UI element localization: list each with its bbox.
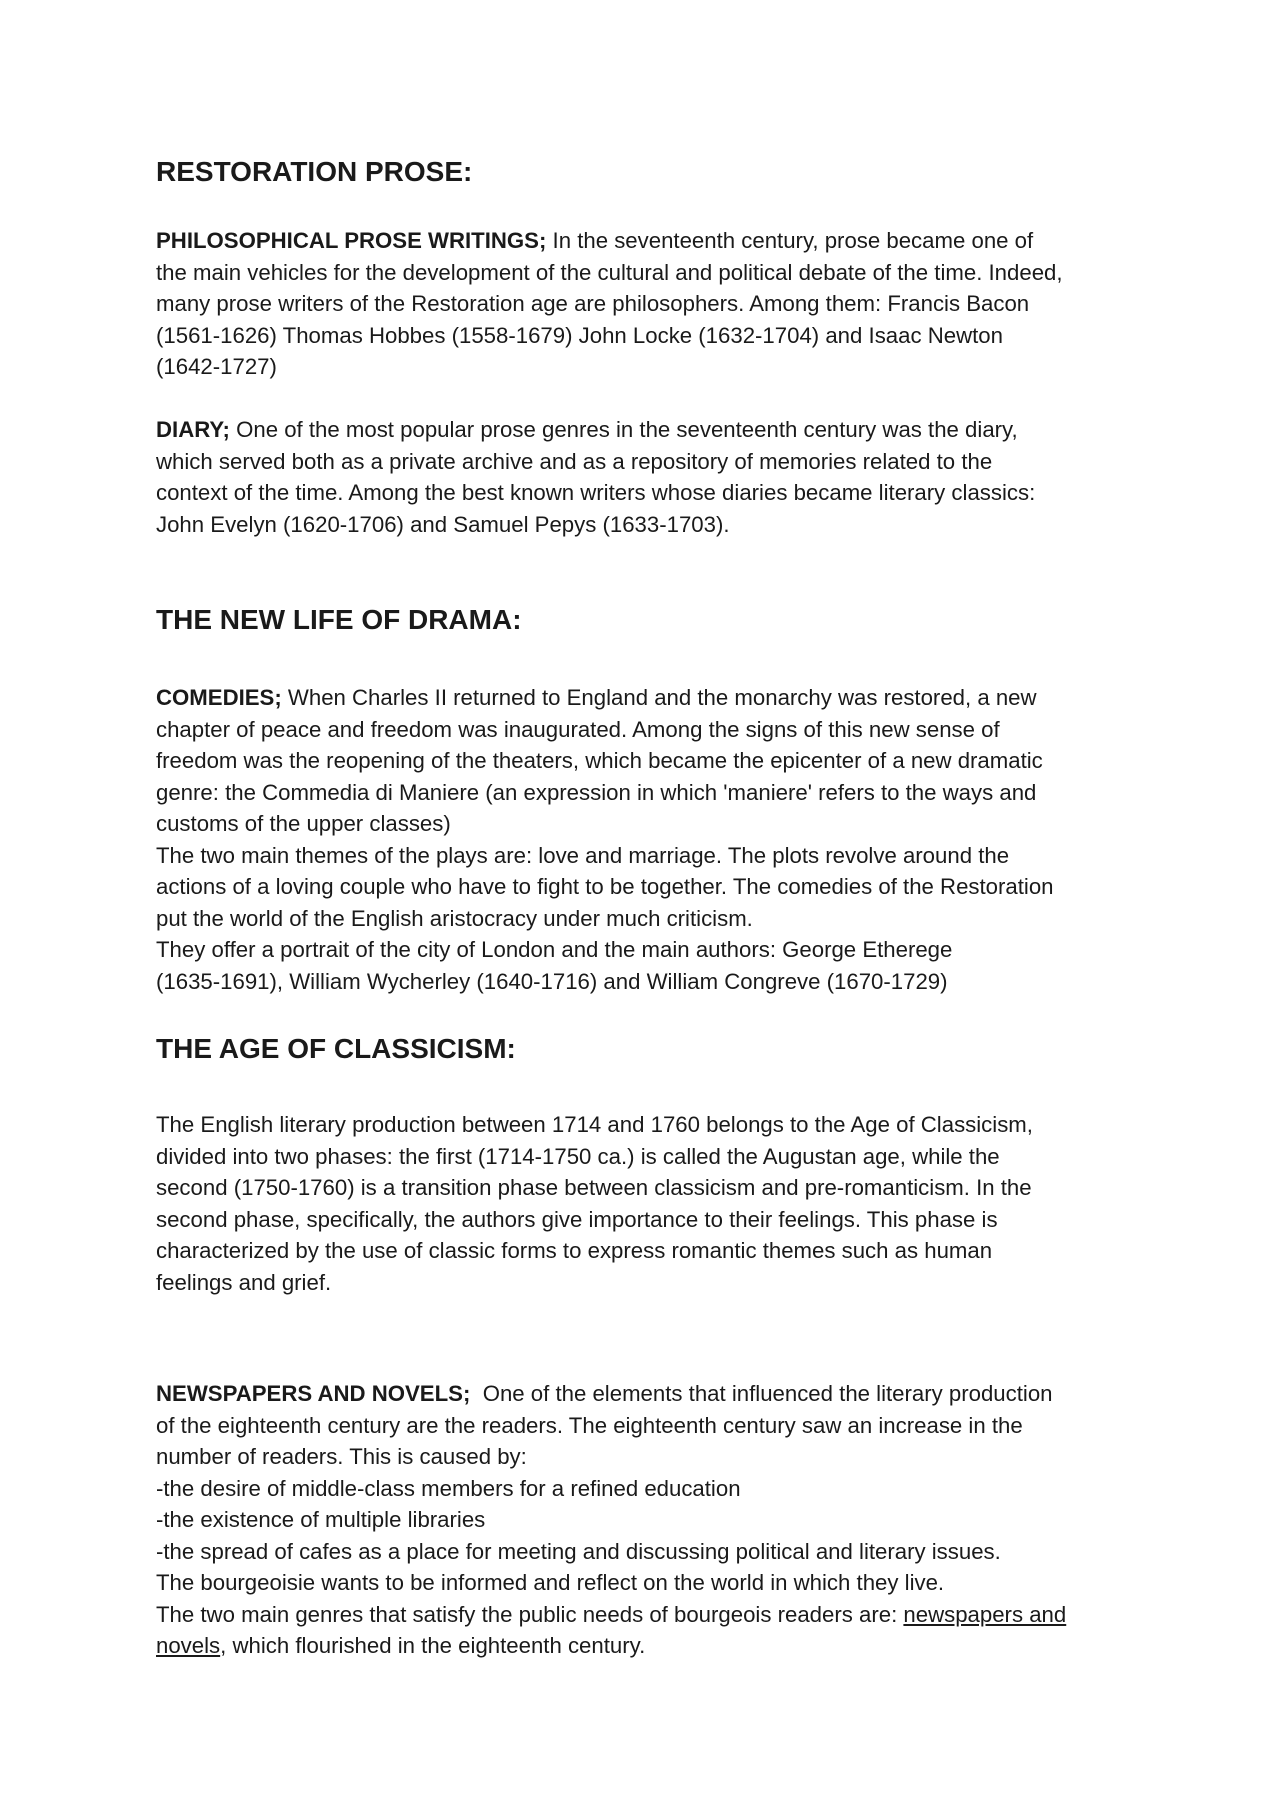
lead-term: NEWSPAPERS AND NOVELS; xyxy=(156,1381,471,1406)
paragraph-line: -the spread of cafes as a place for meeting and discussing political and literary issues. xyxy=(156,1538,1001,1564)
paragraph-newspapers-novels xyxy=(156,1378,1146,1662)
paragraph-philosophical-prose xyxy=(156,225,1146,383)
paragraph-line: -the existence of multiple libraries xyxy=(156,1507,486,1532)
lead-term: COMEDIES; xyxy=(156,685,282,710)
paragraph-line: the main vehicles for the development of the cultural and political debate of the time. Indeed, xyxy=(156,259,1063,285)
paragraph-line: NEWSPAPERS AND NOVELS; One of the elements that influenced the literary production xyxy=(156,1381,1053,1406)
paragraph-line: PHILOSOPHICAL PROSE WRITINGS; In the seventeenth century, prose became one of xyxy=(156,228,1034,253)
underlined-term: newspapers and xyxy=(903,1601,1067,1627)
paragraph-line: -the desire of middle-class members for a refined education xyxy=(156,1475,741,1501)
paragraph-line: many prose writers of the Restoration age are philosophers. Among them: Francis Bacon xyxy=(156,291,1030,316)
paragraph-line: COMEDIES; When Charles II returned to England and the monarchy was restored, a new xyxy=(156,685,1037,710)
paragraph-line: of the eighteenth century are the readers. The eighteenth century saw an increase in the xyxy=(156,1412,1023,1438)
paragraph-line: The English literary production between 1714 and 1760 belongs to the Age of Classicism, xyxy=(156,1112,1033,1137)
paragraph-line: novels, which flourished in the eighteenth century. xyxy=(156,1633,646,1658)
paragraph-comedies xyxy=(156,682,1146,997)
paragraph-line: (1635-1691), William Wycherley (1640-1716) and William Congreve (1670-1729) xyxy=(156,968,948,994)
paragraph-line: divided into two phases: the first (1714-1750 ca.) is called the Augustan age, while the xyxy=(156,1143,1000,1169)
underlined-term: novels xyxy=(156,1633,221,1658)
paragraph-line: context of the time. Among the best known writers whose diaries became literary classics: xyxy=(156,480,1036,505)
paragraph-line: second (1750-1760) is a transition phase between classicism and pre-romanticism. In the xyxy=(156,1175,1032,1200)
paragraph-line: characterized by the use of classic forms to express romantic themes such as human xyxy=(156,1238,993,1263)
paragraph-classicism-intro xyxy=(156,1109,1146,1298)
paragraph-line: freedom was the reopening of the theaters, which became the epicenter of a new dramatic xyxy=(156,748,1043,773)
paragraph-diary xyxy=(156,414,1146,540)
paragraph-line: customs of the upper classes) xyxy=(156,811,451,836)
lead-term: DIARY; xyxy=(156,417,230,442)
paragraph-line: The two main themes of the plays are: love and marriage. The plots revolve around the xyxy=(156,842,1010,868)
paragraph-line: (1561-1626) Thomas Hobbes (1558-1679) John Locke (1632-1704) and Isaac Newton xyxy=(156,322,1003,348)
lead-term: PHILOSOPHICAL PROSE WRITINGS; xyxy=(156,228,547,253)
paragraph-line: The two main genres that satisfy the public needs of bourgeois readers are: newspapers and xyxy=(156,1601,1067,1627)
paragraph-line: DIARY; One of the most popular prose genres in the seventeenth century was the diary, xyxy=(156,417,1018,442)
paragraph-line: which served both as a private archive and as a repository of memories related to the xyxy=(156,448,993,474)
heading-age-of-classicism: THE AGE OF CLASSICISM: xyxy=(156,1033,516,1064)
paragraph-line: actions of a loving couple who have to fight to be together. The comedies of the Restoration xyxy=(156,874,1054,899)
paragraph-line: John Evelyn (1620-1706) and Samuel Pepys (1633-1703). xyxy=(156,511,730,537)
paragraph-line: second phase, specifically, the authors give importance to their feelings. This phase is xyxy=(156,1206,998,1232)
paragraph-line: (1642-1727) xyxy=(156,354,277,379)
paragraph-line: put the world of the English aristocracy under much criticism. xyxy=(156,905,753,931)
paragraph-line: feelings and grief. xyxy=(156,1269,332,1295)
paragraph-line: chapter of peace and freedom was inaugurated. Among the signs of this new sense of xyxy=(156,716,1000,742)
heading-new-life-of-drama: THE NEW LIFE OF DRAMA: xyxy=(156,604,522,635)
paragraph-line: The bourgeoisie wants to be informed and reflect on the world in which they live. xyxy=(156,1570,945,1595)
heading-restoration-prose: RESTORATION PROSE: xyxy=(156,156,473,187)
paragraph-line: genre: the Commedia di Maniere (an expression in which 'maniere' refers to the ways and xyxy=(156,779,1037,805)
paragraph-line: They offer a portrait of the city of London and the main authors: George Etherege xyxy=(156,937,953,962)
paragraph-line: number of readers. This is caused by: xyxy=(156,1444,527,1469)
